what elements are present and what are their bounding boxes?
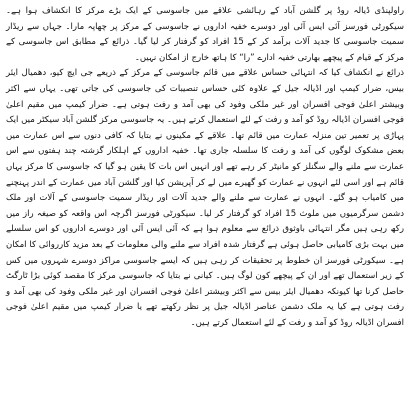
article-paragraph-1: راولپنڈی ڈیالہ روڈ پر گلشن آباد کے رہائشی علاقے میں جاسوسی کے ایک بڑے مرکز کا انکشاف ہوا ہے۔ سیکورٹی فورسز آئی ایس آئی اور دوسرے خفیہ اداروں نے جاسوسی کے مرکز پر چھاپہ مارا۔ جہاں سے ریڈار سمیت جاسوسی کا جدید آلات برآمد کر کے 15 افراد کو گرفتار کر لیا گیا۔ ذرائع کے مطابق اس جاسوسی کے مرکز کے قیام کے پیچھے بھارتی خفیہ ادارے ”را“ کا ہاتھ خارج از امکان نہیں۔ xyxy=(6,6,404,63)
article-paragraph-2: ذرائع نے انکشاف کیا کہ انتہائی حساس علاقے میں قائم جاسوسی کے مرکز کے ذریعے جی ایچ کیو، دھمیال ایئر بیس، ضرار کیمپ اور اڈیالہ جیل کے علاوہ کئی حساس تنصیبات کی جاسوسی کی جاتی تھی۔ یہاں سے اکثر وبیشتر اعلیٰ فوجی افسران اور غیر ملکی وفود کی بھی آمد و رفت ہوتی ہے۔ ضرار کیمپ میں مقیم اعلیٰ فوجی افسران اڈیالہ روڈ کو آمد و رفت کے لئے استعمال کرتے ہیں۔ یہ جاسوسی مرکز گلشن آباد سیکٹر میں ایک پہاڑی پر تعمیر تین منزلہ عمارت میں قائم تھا۔ علاقے کے مکینوں نے بتایا کہ کافی دنوں سے اس عمارت میں بعض مشکوک لوگوں کی آمد و رفت کا سلسلہ جاری تھا۔ خفیہ اداروں کے اہلکار گزشتہ چند ہفتوں سے اس عمارت سے ملنے والے سگنلز کو مانیٹر کر رہے تھے اور انہیں اس بات کا یقین ہو گیا کہ جاسوسی کا مرکز یہاں قائم ہے اور اسی لئے انہوں نے عمارت کو گھیرے میں لے کر آپریشن کیا اور گلشن آباد میں عمارت کے اندر پہنچنے میں کامیاب ہو گئے۔ انہوں نے عمارت سے ملنے والے جدید آلات اور ریڈار سمیت جاسوسی کے آلات اور ملک دشمن سرگرمیوں میں ملوث 15 افراد کو گرفتار کر لیا۔ سیکورٹی فورسز اگرچہ اس واقعہ کو صیغہ راز میں رکھ رہی ہیں مگر انتہائی باوثوق ذرائع سے معلوم ہوا ہے کہ آئی ایس آئی اور دوسرے اداروں کو اس سلسلے میں بہت بڑی کامیابی حاصل ہوئی ہے گرفتار شدہ افراد سے ملنے والی معلومات کے بعد مزید کارروائی کا امکان ہے۔ سیکورٹی فورسز ان خطوط پر تحقیقات کر رہی ہیں کہ ایسے جاسوسی مراکز دوسرے شہروں میں کس کے زیر استعمال تھے اور ان کے پیچھے کون لوگ ہیں۔ کیانی نے بتایا کہ جاسوسی مرکز کا مقصد کوئی بڑا ٹارگٹ حاصل کرنا تھا کیونکہ دھمیال ایئر بیس سے اکثر وبیشتر اعلیٰ فوجی افسران اور غیر ملکی وفود کی بھی آمد و رفت ہوتی ہے کیا یہ ملک دشمن عناصر اڈیالہ جیل پر نظر رکھتے تھے یا ضرار کیمپ میں مقیم اعلیٰ فوجی افسران اڈیالہ روڈ کو آمد و رفت کے لئے استعمال کرتے ہیں۔ xyxy=(6,68,405,328)
